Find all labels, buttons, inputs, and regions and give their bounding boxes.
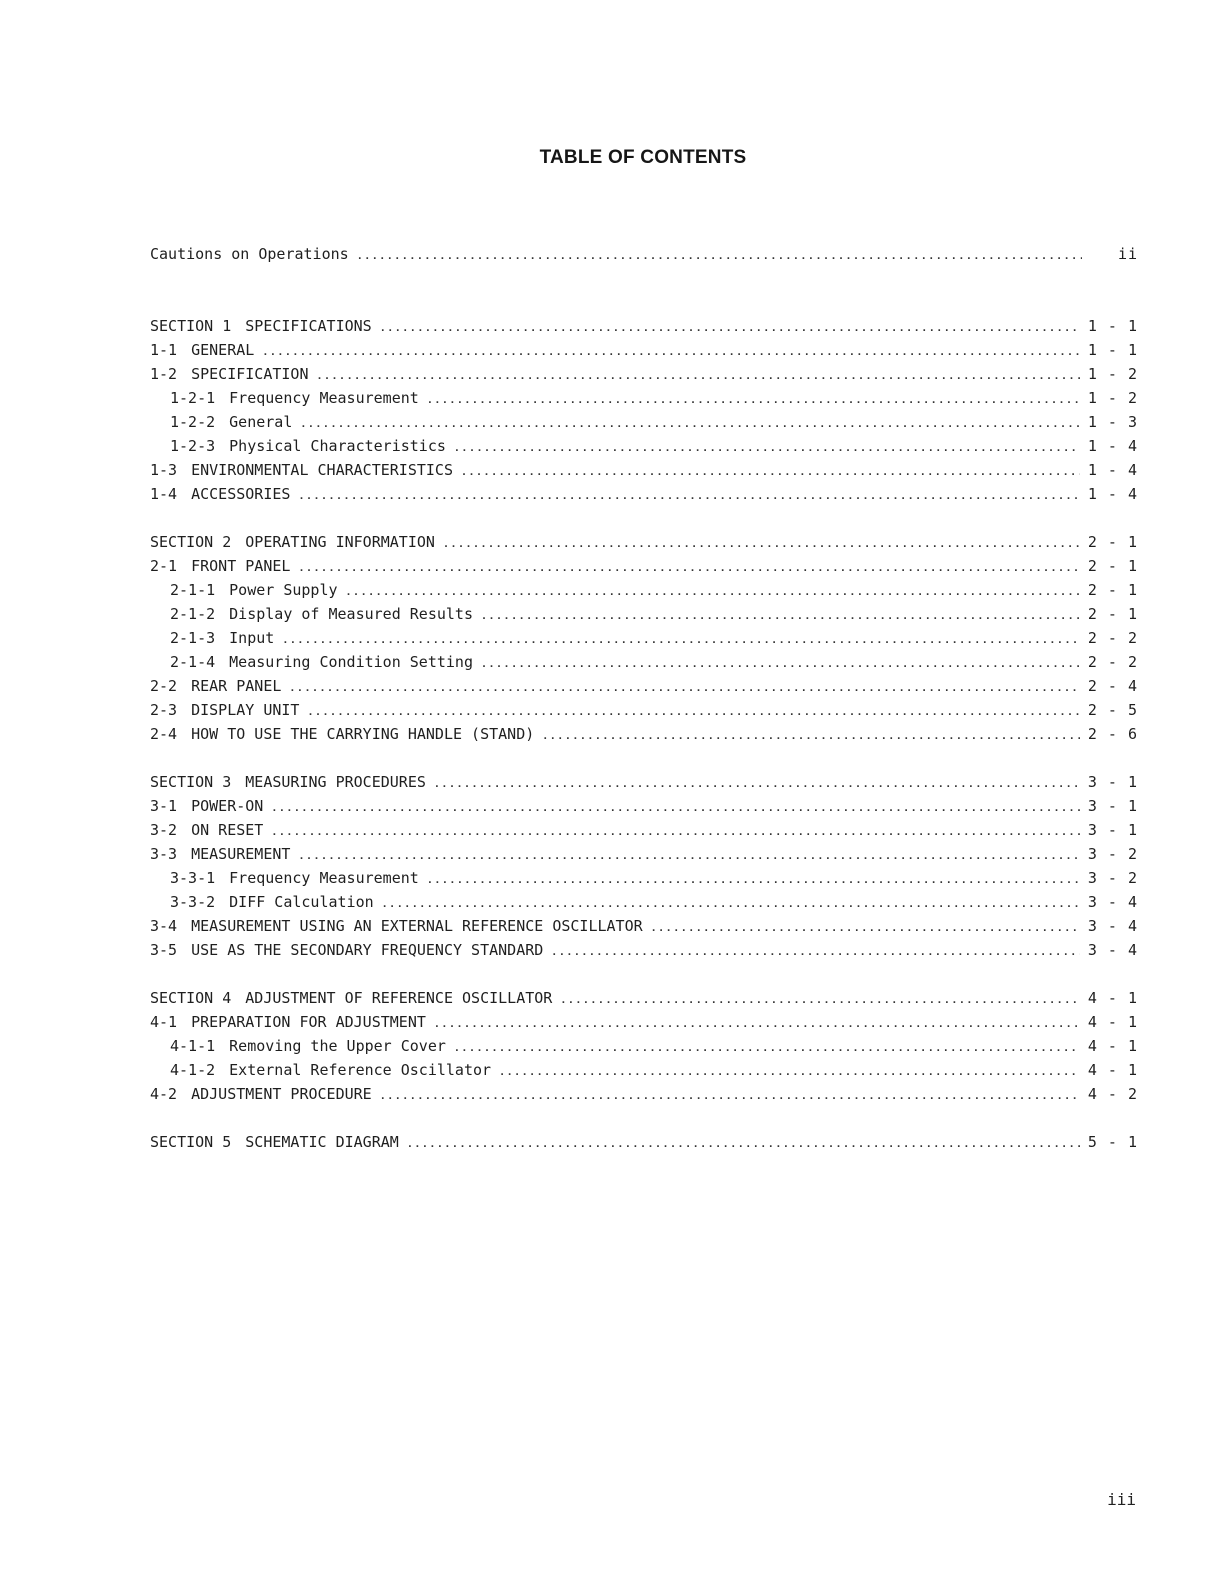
toc-label: SPECIFICATION	[191, 365, 309, 383]
dot-leader	[434, 773, 1080, 797]
toc-number: 3-3-1	[170, 869, 216, 887]
toc-label: MEASUREMENT USING AN EXTERNAL REFERENCE OSCILLATOR	[191, 917, 643, 935]
dot-leader	[461, 461, 1080, 485]
dot-leader	[481, 605, 1080, 629]
toc-label: Power Supply	[229, 581, 338, 599]
toc-label: ENVIRONMENTAL CHARACTERISTICS	[191, 461, 453, 479]
toc-page: 1 - 2	[1087, 389, 1138, 407]
toc-number: SECTION 3	[150, 773, 232, 791]
toc-page: 2 - 1	[1087, 557, 1138, 575]
toc-entry-3-3-1[interactable]	[150, 866, 1138, 890]
toc-number: 4-1	[150, 1013, 178, 1031]
dot-leader	[271, 821, 1080, 845]
toc-entry-4-2[interactable]	[150, 1082, 1138, 1106]
toc-label: GENERAL	[191, 341, 255, 359]
toc-number: 1-2-1	[170, 389, 216, 407]
toc-page: 2 - 2	[1087, 653, 1138, 671]
toc-number: 3-5	[150, 941, 178, 959]
toc-number: SECTION 5	[150, 1133, 232, 1151]
toc-label: ADJUSTMENT OF REFERENCE OSCILLATOR	[245, 989, 553, 1007]
toc-page: 1 - 1	[1087, 341, 1138, 359]
toc-number: 2-1	[150, 557, 178, 575]
toc-number: 1-2	[150, 365, 178, 383]
toc-page: 3 - 4	[1087, 893, 1138, 911]
toc-page: 1 - 3	[1087, 413, 1138, 431]
toc-entry-3-2[interactable]	[150, 818, 1138, 842]
toc-label: DIFF Calculation	[229, 893, 374, 911]
dot-leader	[560, 989, 1080, 1013]
toc-label: Frequency Measurement	[229, 869, 419, 887]
toc-label: USE AS THE SECONDARY FREQUENCY STANDARD	[191, 941, 544, 959]
dot-leader	[499, 1061, 1080, 1085]
toc-page: 1 - 4	[1087, 485, 1138, 503]
toc-label: General	[229, 413, 293, 431]
toc-page: ii	[1117, 245, 1138, 263]
toc-label: Measuring Condition Setting	[229, 653, 473, 671]
toc-label: POWER-ON	[191, 797, 264, 815]
toc-number: 1-2-3	[170, 437, 216, 455]
toc-page: 2 - 4	[1087, 677, 1138, 695]
toc-page: 4 - 1	[1087, 989, 1138, 1007]
page-title: TABLE OF CONTENTS	[539, 147, 747, 168]
toc-entry-section-4[interactable]	[150, 986, 1138, 1010]
toc-label: ACCESSORIES	[191, 485, 291, 503]
toc-number: 4-2	[150, 1085, 178, 1103]
toc-page: 5 - 1	[1087, 1133, 1138, 1151]
toc-entry-1-4[interactable]	[150, 482, 1138, 506]
toc-label: OPERATING INFORMATION	[245, 533, 435, 551]
toc-label: Physical Characteristics	[229, 437, 446, 455]
dot-leader	[434, 1013, 1080, 1037]
dot-leader	[357, 245, 1082, 269]
toc-label: ADJUSTMENT PROCEDURE	[191, 1085, 372, 1103]
toc-number: 3-4	[150, 917, 178, 935]
toc-label: DISPLAY UNIT	[191, 701, 300, 719]
toc-entry-1-2-2[interactable]	[150, 410, 1138, 434]
dot-leader	[454, 1037, 1080, 1061]
toc-number: SECTION 1	[150, 317, 232, 335]
toc-page: 4 - 1	[1087, 1037, 1138, 1055]
toc-entry-1-1[interactable]	[150, 338, 1138, 362]
dot-leader	[454, 437, 1080, 461]
toc-number: 1-3	[150, 461, 178, 479]
toc-page: 2 - 1	[1087, 581, 1138, 599]
toc-entry-cautions[interactable]	[150, 242, 1138, 266]
dot-leader	[317, 365, 1080, 389]
dot-leader	[427, 869, 1080, 893]
toc-page: 1 - 4	[1087, 461, 1138, 479]
toc-number: 2-1-3	[170, 629, 216, 647]
toc-page: 4 - 1	[1087, 1013, 1138, 1031]
toc-label: Display of Measured Results	[229, 605, 473, 623]
dot-leader	[262, 341, 1080, 365]
dot-leader	[481, 653, 1080, 677]
toc-page: 1 - 1	[1087, 317, 1138, 335]
dot-leader	[651, 917, 1080, 941]
toc-label: FRONT PANEL	[191, 557, 291, 575]
toc-page: 2 - 2	[1087, 629, 1138, 647]
dot-leader	[551, 941, 1080, 965]
dot-leader	[271, 797, 1080, 821]
dot-leader	[298, 557, 1079, 581]
toc-page: 2 - 6	[1087, 725, 1138, 743]
table-of-contents	[150, 242, 1138, 1154]
toc-label: REAR PANEL	[191, 677, 282, 695]
toc-entry-4-1[interactable]	[150, 1010, 1138, 1034]
toc-entry-3-3-2[interactable]	[150, 890, 1138, 914]
toc-label: MEASUREMENT	[191, 845, 291, 863]
toc-label: External Reference Oscillator	[229, 1061, 492, 1079]
toc-entry-2-3[interactable]	[150, 698, 1138, 722]
toc-entry-1-3[interactable]	[150, 458, 1138, 482]
dot-leader	[380, 317, 1080, 341]
toc-entry-2-2[interactable]	[150, 674, 1138, 698]
toc-number: 3-3-2	[170, 893, 216, 911]
dot-leader	[407, 1133, 1080, 1157]
toc-label: SCHEMATIC DIAGRAM	[245, 1133, 399, 1151]
toc-number: 1-1	[150, 341, 178, 359]
toc-page: 4 - 2	[1087, 1085, 1138, 1103]
toc-number: 2-1-1	[170, 581, 216, 599]
toc-number: SECTION 4	[150, 989, 232, 1007]
toc-label: Frequency Measurement	[229, 389, 419, 407]
toc-label: ON RESET	[191, 821, 264, 839]
dot-leader	[298, 485, 1079, 509]
toc-label: PREPARATION FOR ADJUSTMENT	[191, 1013, 426, 1031]
toc-label: MEASURING PROCEDURES	[245, 773, 426, 791]
dot-leader	[542, 725, 1080, 749]
toc-number: SECTION 2	[150, 533, 232, 551]
toc-label: SPECIFICATIONS	[245, 317, 372, 335]
dot-leader	[443, 533, 1080, 557]
toc-page: 3 - 2	[1087, 845, 1138, 863]
toc-page: 3 - 1	[1087, 773, 1138, 791]
dot-leader	[427, 389, 1080, 413]
toc-number: 4-1-2	[170, 1061, 216, 1079]
toc-page: 3 - 1	[1087, 821, 1138, 839]
toc-number: 1-2-2	[170, 413, 216, 431]
dot-leader	[289, 677, 1079, 701]
toc-entry-2-1-2[interactable]	[150, 602, 1138, 626]
toc-number: 3-2	[150, 821, 178, 839]
toc-entry-4-1-1[interactable]	[150, 1034, 1138, 1058]
toc-number: 2-4	[150, 725, 178, 743]
toc-entry-3-1[interactable]	[150, 794, 1138, 818]
toc-entry-section-3[interactable]	[150, 770, 1138, 794]
toc-number: 2-2	[150, 677, 178, 695]
toc-page: 2 - 1	[1087, 533, 1138, 551]
toc-entry-2-1[interactable]	[150, 554, 1138, 578]
toc-entry-3-5[interactable]	[150, 938, 1138, 962]
toc-number: 2-1-4	[170, 653, 216, 671]
toc-entry-1-2[interactable]	[150, 362, 1138, 386]
toc-entry-2-1-1[interactable]	[150, 578, 1138, 602]
toc-page: 1 - 4	[1087, 437, 1138, 455]
toc-page: 3 - 4	[1087, 917, 1138, 935]
toc-entry-section-5[interactable]	[150, 1130, 1138, 1154]
toc-label: Removing the Upper Cover	[229, 1037, 446, 1055]
toc-entry-1-2-3[interactable]	[150, 434, 1138, 458]
toc-entry-2-1-3[interactable]	[150, 626, 1138, 650]
page-number: iii	[1107, 1490, 1136, 1509]
toc-number: 4-1-1	[170, 1037, 216, 1055]
toc-page: 3 - 2	[1087, 869, 1138, 887]
toc-page: 3 - 4	[1087, 941, 1138, 959]
toc-label: Input	[229, 629, 275, 647]
toc-label: Cautions on Operations	[150, 245, 349, 263]
toc-number: 1-4	[150, 485, 178, 503]
toc-number: 3-3	[150, 845, 178, 863]
toc-page: 2 - 5	[1087, 701, 1138, 719]
toc-entry-3-4[interactable]	[150, 914, 1138, 938]
toc-entry-1-2-1[interactable]	[150, 386, 1138, 410]
toc-number: 3-1	[150, 797, 178, 815]
toc-number: 2-3	[150, 701, 178, 719]
toc-entry-3-3[interactable]	[150, 842, 1138, 866]
toc-page: 1 - 2	[1087, 365, 1138, 383]
toc-page: 4 - 1	[1087, 1061, 1138, 1079]
toc-entry-section-2[interactable]	[150, 530, 1138, 554]
toc-label: HOW TO USE THE CARRYING HANDLE (STAND)	[191, 725, 535, 743]
toc-entry-section-1[interactable]	[150, 314, 1138, 338]
dot-leader	[380, 1085, 1080, 1109]
toc-number: 2-1-2	[170, 605, 216, 623]
toc-page: 2 - 1	[1087, 605, 1138, 623]
toc-entry-4-1-2[interactable]	[150, 1058, 1138, 1082]
toc-entry-2-1-4[interactable]	[150, 650, 1138, 674]
toc-page: 3 - 1	[1087, 797, 1138, 815]
toc-entry-2-4[interactable]	[150, 722, 1138, 746]
